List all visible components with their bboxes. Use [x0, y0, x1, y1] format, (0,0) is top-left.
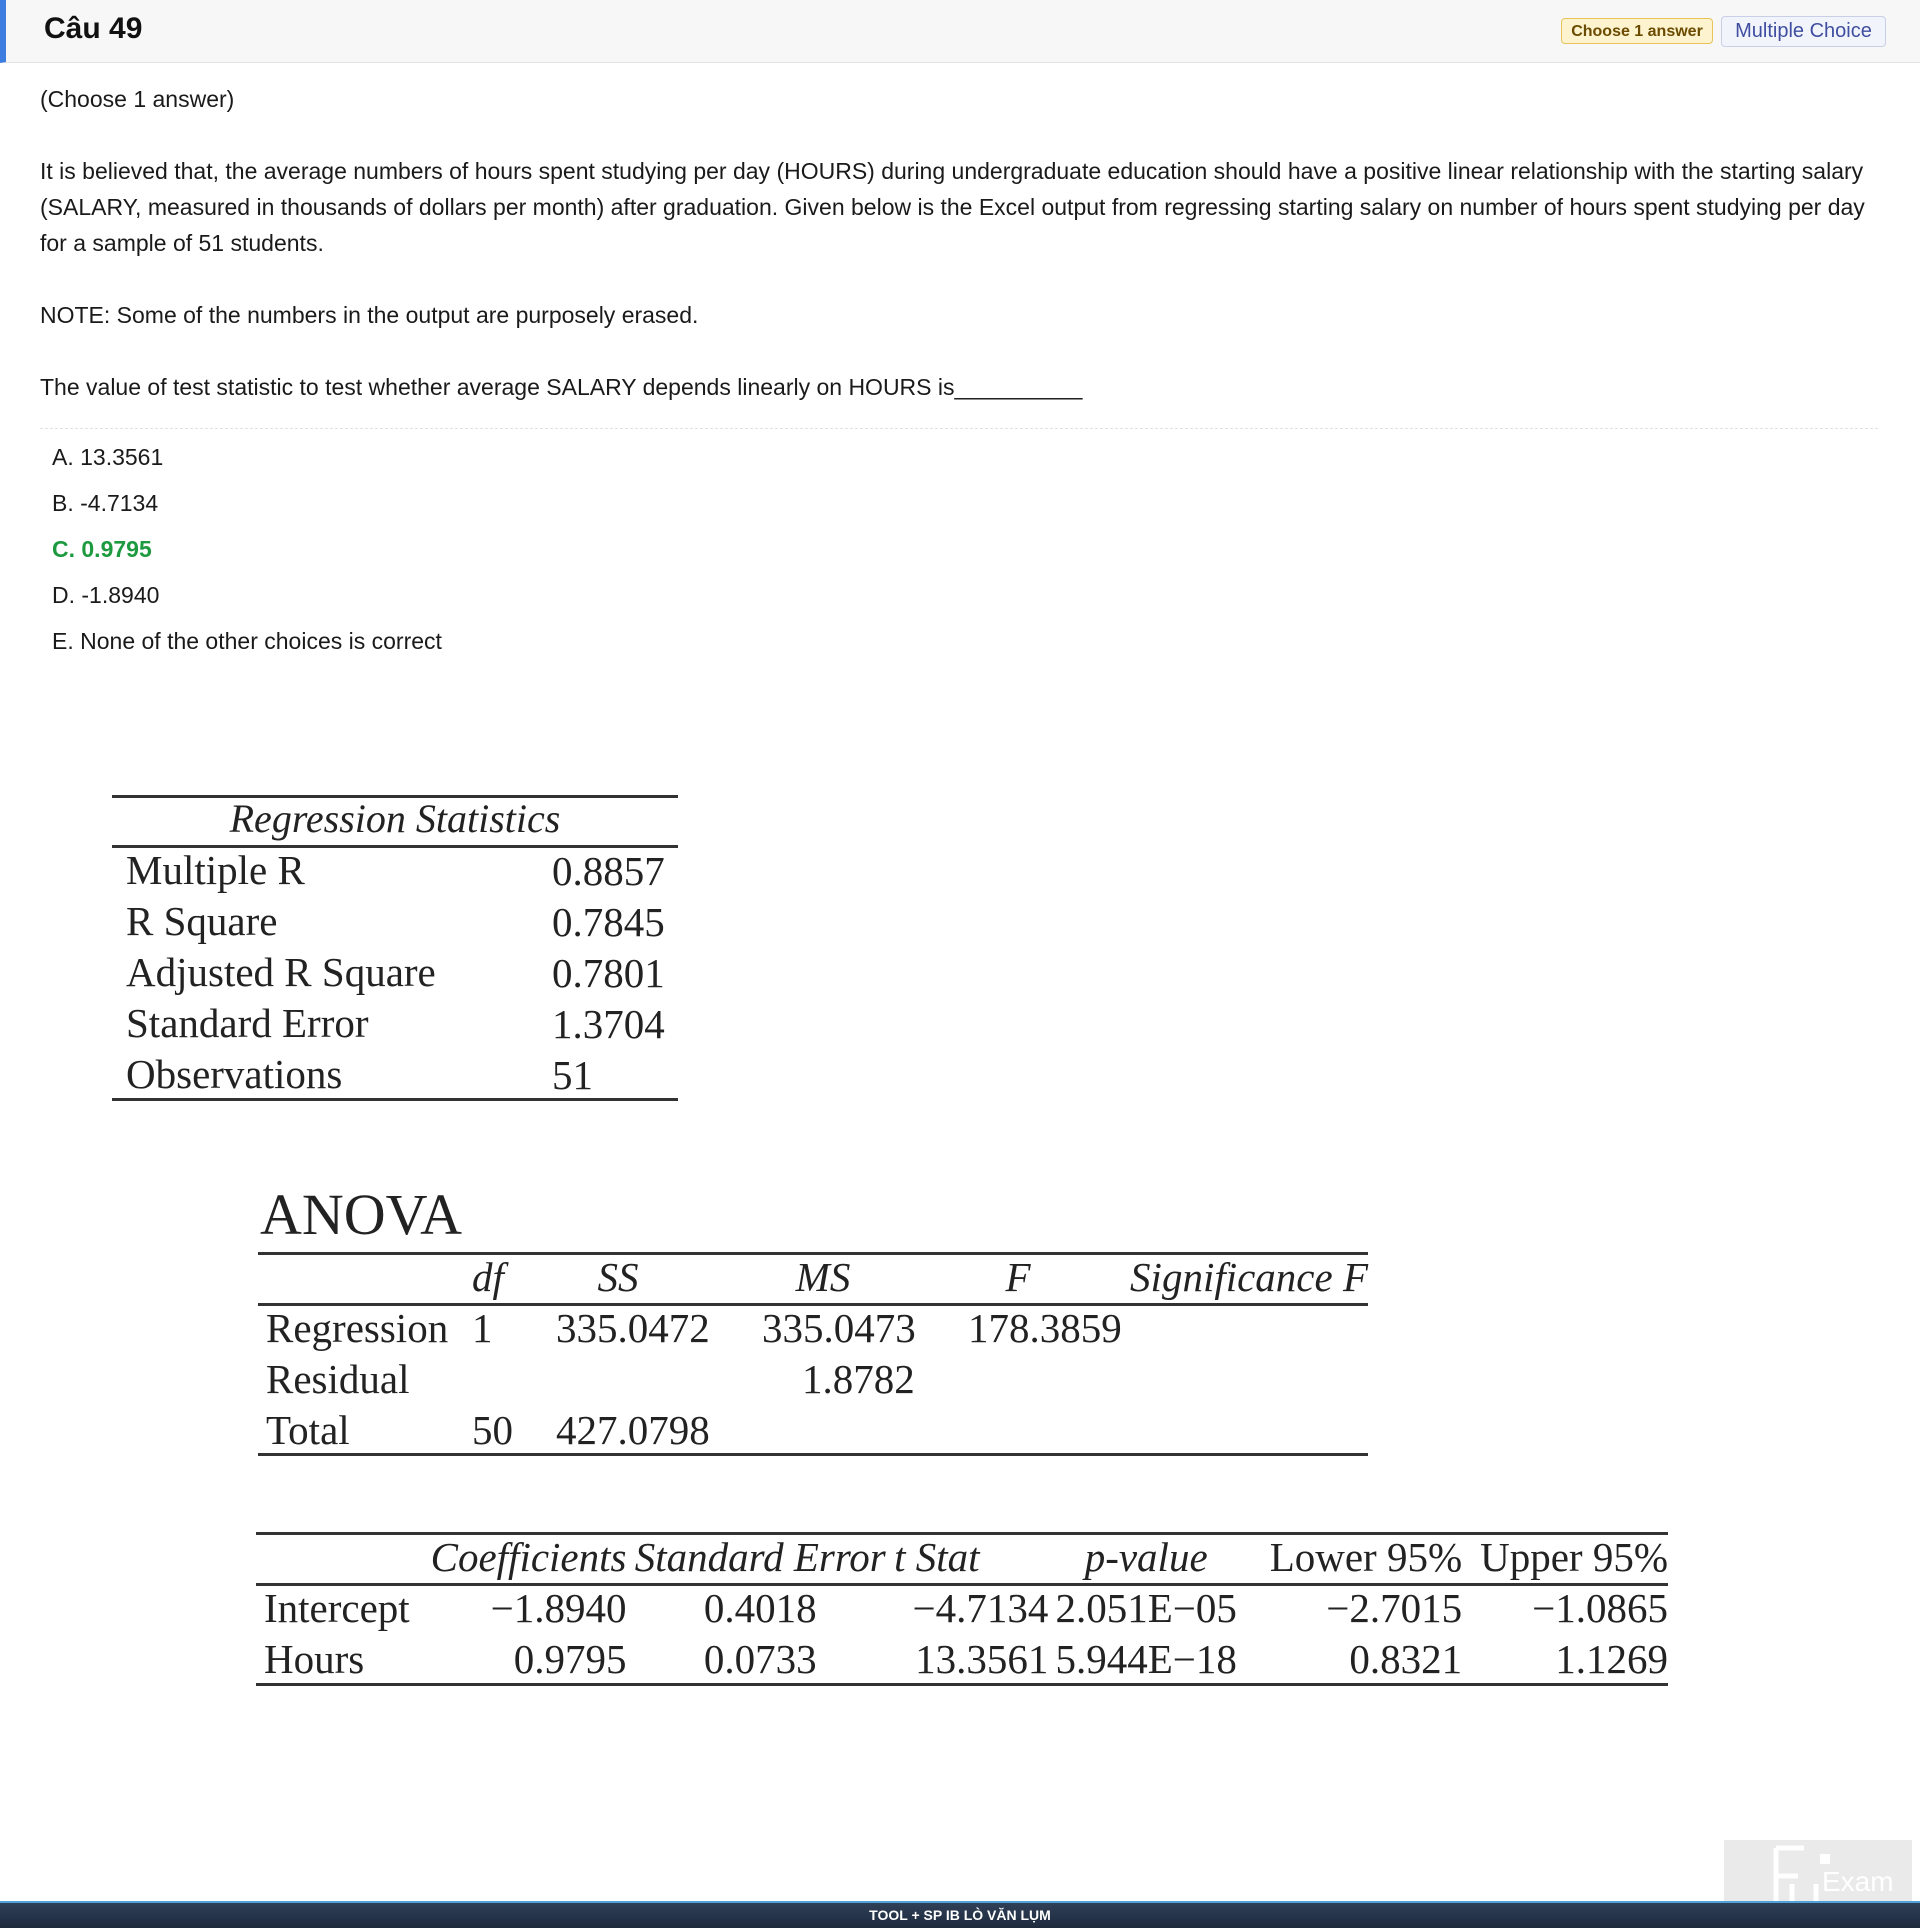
question-type-badge: Multiple Choice: [1721, 16, 1886, 47]
stat-label: R Square: [126, 898, 278, 944]
table-row: [112, 998, 678, 1049]
regression-statistics-title: Regression Statistics: [229, 796, 561, 841]
anova-cell: 1.8782: [802, 1356, 915, 1402]
option-c[interactable]: C. 0.9795: [52, 536, 152, 562]
anova-header-ss: SS: [597, 1254, 639, 1300]
stat-label: Multiple R: [126, 847, 305, 893]
coef-row-label: Hours: [264, 1636, 365, 1682]
coef-cell: 0.4018: [703, 1585, 817, 1631]
table-row: [112, 947, 678, 998]
table-row: [258, 1405, 1368, 1456]
stat-value: 51: [552, 1051, 593, 1098]
anova-bottom-rule: [258, 1453, 1368, 1456]
table-row: [256, 1634, 1668, 1685]
anova-cell: [968, 1405, 1148, 1456]
option-e[interactable]: E. None of the other choices is correct: [52, 628, 442, 654]
coef-cell: 0.9795: [513, 1636, 627, 1682]
regression-statistics-rows: [112, 845, 678, 1100]
anova-header-f: F: [1005, 1254, 1031, 1300]
stat-value: 0.7845: [552, 898, 665, 945]
stat-value: 1.3704: [552, 1000, 665, 1047]
coef-cell: −1.0865: [1532, 1585, 1668, 1631]
coef-cell: −2.7015: [1326, 1585, 1463, 1631]
anova-cell: 178.3859: [968, 1305, 1122, 1351]
coefficients-bottom-rule: [256, 1683, 1668, 1686]
coef-header-standard-error: Standard Error: [634, 1534, 886, 1580]
question-prompt: The value of test statistic to test whether average SALARY depends linearly on HOURS is__________: [40, 374, 1083, 400]
coef-header-upper-95: Upper 95%: [1480, 1534, 1668, 1580]
answer-options: [52, 438, 442, 668]
choose-one-badge: Choose 1 answer: [1561, 18, 1713, 44]
coef-cell: 1.1269: [1555, 1636, 1668, 1682]
anova-cell: [1148, 1405, 1368, 1456]
anova-header-df: df: [472, 1254, 504, 1300]
stat-value: 0.8857: [552, 847, 665, 894]
anova-row-label: Residual: [266, 1356, 410, 1402]
anova-row-label: Total: [266, 1407, 350, 1453]
anova-cell: 427.0798: [556, 1407, 710, 1453]
anova-title: ANOVA: [260, 1182, 462, 1247]
anova-cell: [968, 1354, 1148, 1405]
question-header: [0, 0, 1920, 63]
table-row: [258, 1354, 1368, 1405]
coef-header-blank: [256, 1532, 421, 1583]
coefficients-rows: [256, 1583, 1668, 1685]
anova-header-blank: [258, 1252, 458, 1303]
anova-header-row: [258, 1252, 1368, 1303]
fuexam-logo-text: Exam: [1822, 1866, 1894, 1897]
coef-cell: −4.7134: [912, 1585, 1049, 1631]
anova-cell: [472, 1354, 556, 1405]
coef-header-coefficients: Coefficients: [430, 1534, 627, 1580]
table-row: [112, 896, 678, 947]
footer-bar: TOOL + SP IB LÒ VĂN LỤM: [0, 1901, 1920, 1928]
anova-cell: 335.0473: [762, 1305, 916, 1351]
stat-label: Observations: [126, 1051, 343, 1097]
stat-label: Adjusted R Square: [126, 949, 436, 995]
option-b[interactable]: B. -4.7134: [52, 490, 159, 516]
question-title: Câu 49: [44, 12, 143, 45]
stat-value: 0.7801: [552, 949, 665, 996]
question-paragraph: It is believed that, the average numbers of hours spent studying per day (HOURS) during undergraduate education should have a positive linear relationship with the starting salary (SALARY, measured in thousands of dollars per month) after graduation. Given below is the Excel output from regressing starting salary on number of hours spent studying per day for a sample of 51 students.: [40, 158, 1865, 256]
coef-cell: −1.8940: [490, 1585, 627, 1631]
anova-cell: [762, 1405, 968, 1456]
anova-cell: 1: [472, 1305, 493, 1351]
anova-cell: [1148, 1354, 1368, 1405]
options-divider: [40, 428, 1878, 429]
anova-cell: [556, 1354, 762, 1405]
table-row: [258, 1303, 1368, 1354]
coef-cell: 0.0733: [703, 1636, 817, 1682]
coefficients-header-row: [256, 1532, 1668, 1583]
anova-header-ms: MS: [795, 1254, 851, 1300]
regression-bottom-rule: [112, 1098, 678, 1101]
table-row: [112, 845, 678, 896]
coef-cell: 2.051E−05: [1055, 1585, 1237, 1631]
option-d[interactable]: D. -1.8940: [52, 582, 160, 608]
question-instruction: (Choose 1 answer): [40, 86, 235, 112]
anova-cell: 50: [472, 1407, 513, 1453]
anova-row-label: Regression: [266, 1305, 449, 1351]
stat-label: Standard Error: [126, 1000, 369, 1046]
anova-header-significance: Significance F: [1130, 1254, 1368, 1300]
coef-row-label: Intercept: [264, 1585, 410, 1631]
anova-cell: 335.0472: [556, 1305, 710, 1351]
option-a[interactable]: A. 13.3561: [52, 444, 164, 470]
coef-cell: 13.3561: [915, 1636, 1049, 1682]
coef-cell: 5.944E−18: [1055, 1636, 1237, 1682]
anova-cell: [1148, 1303, 1368, 1354]
coef-header-lower-95: Lower 95%: [1269, 1534, 1463, 1580]
table-row: [112, 1049, 678, 1100]
coef-header-p-value: p-value: [1084, 1534, 1208, 1580]
table-row: [256, 1583, 1668, 1634]
anova-rows: [258, 1303, 1368, 1456]
coef-header-t-stat: t Stat: [894, 1534, 980, 1580]
coef-cell: 0.8321: [1349, 1636, 1463, 1682]
question-note: NOTE: Some of the numbers in the output are purposely erased.: [40, 302, 699, 328]
